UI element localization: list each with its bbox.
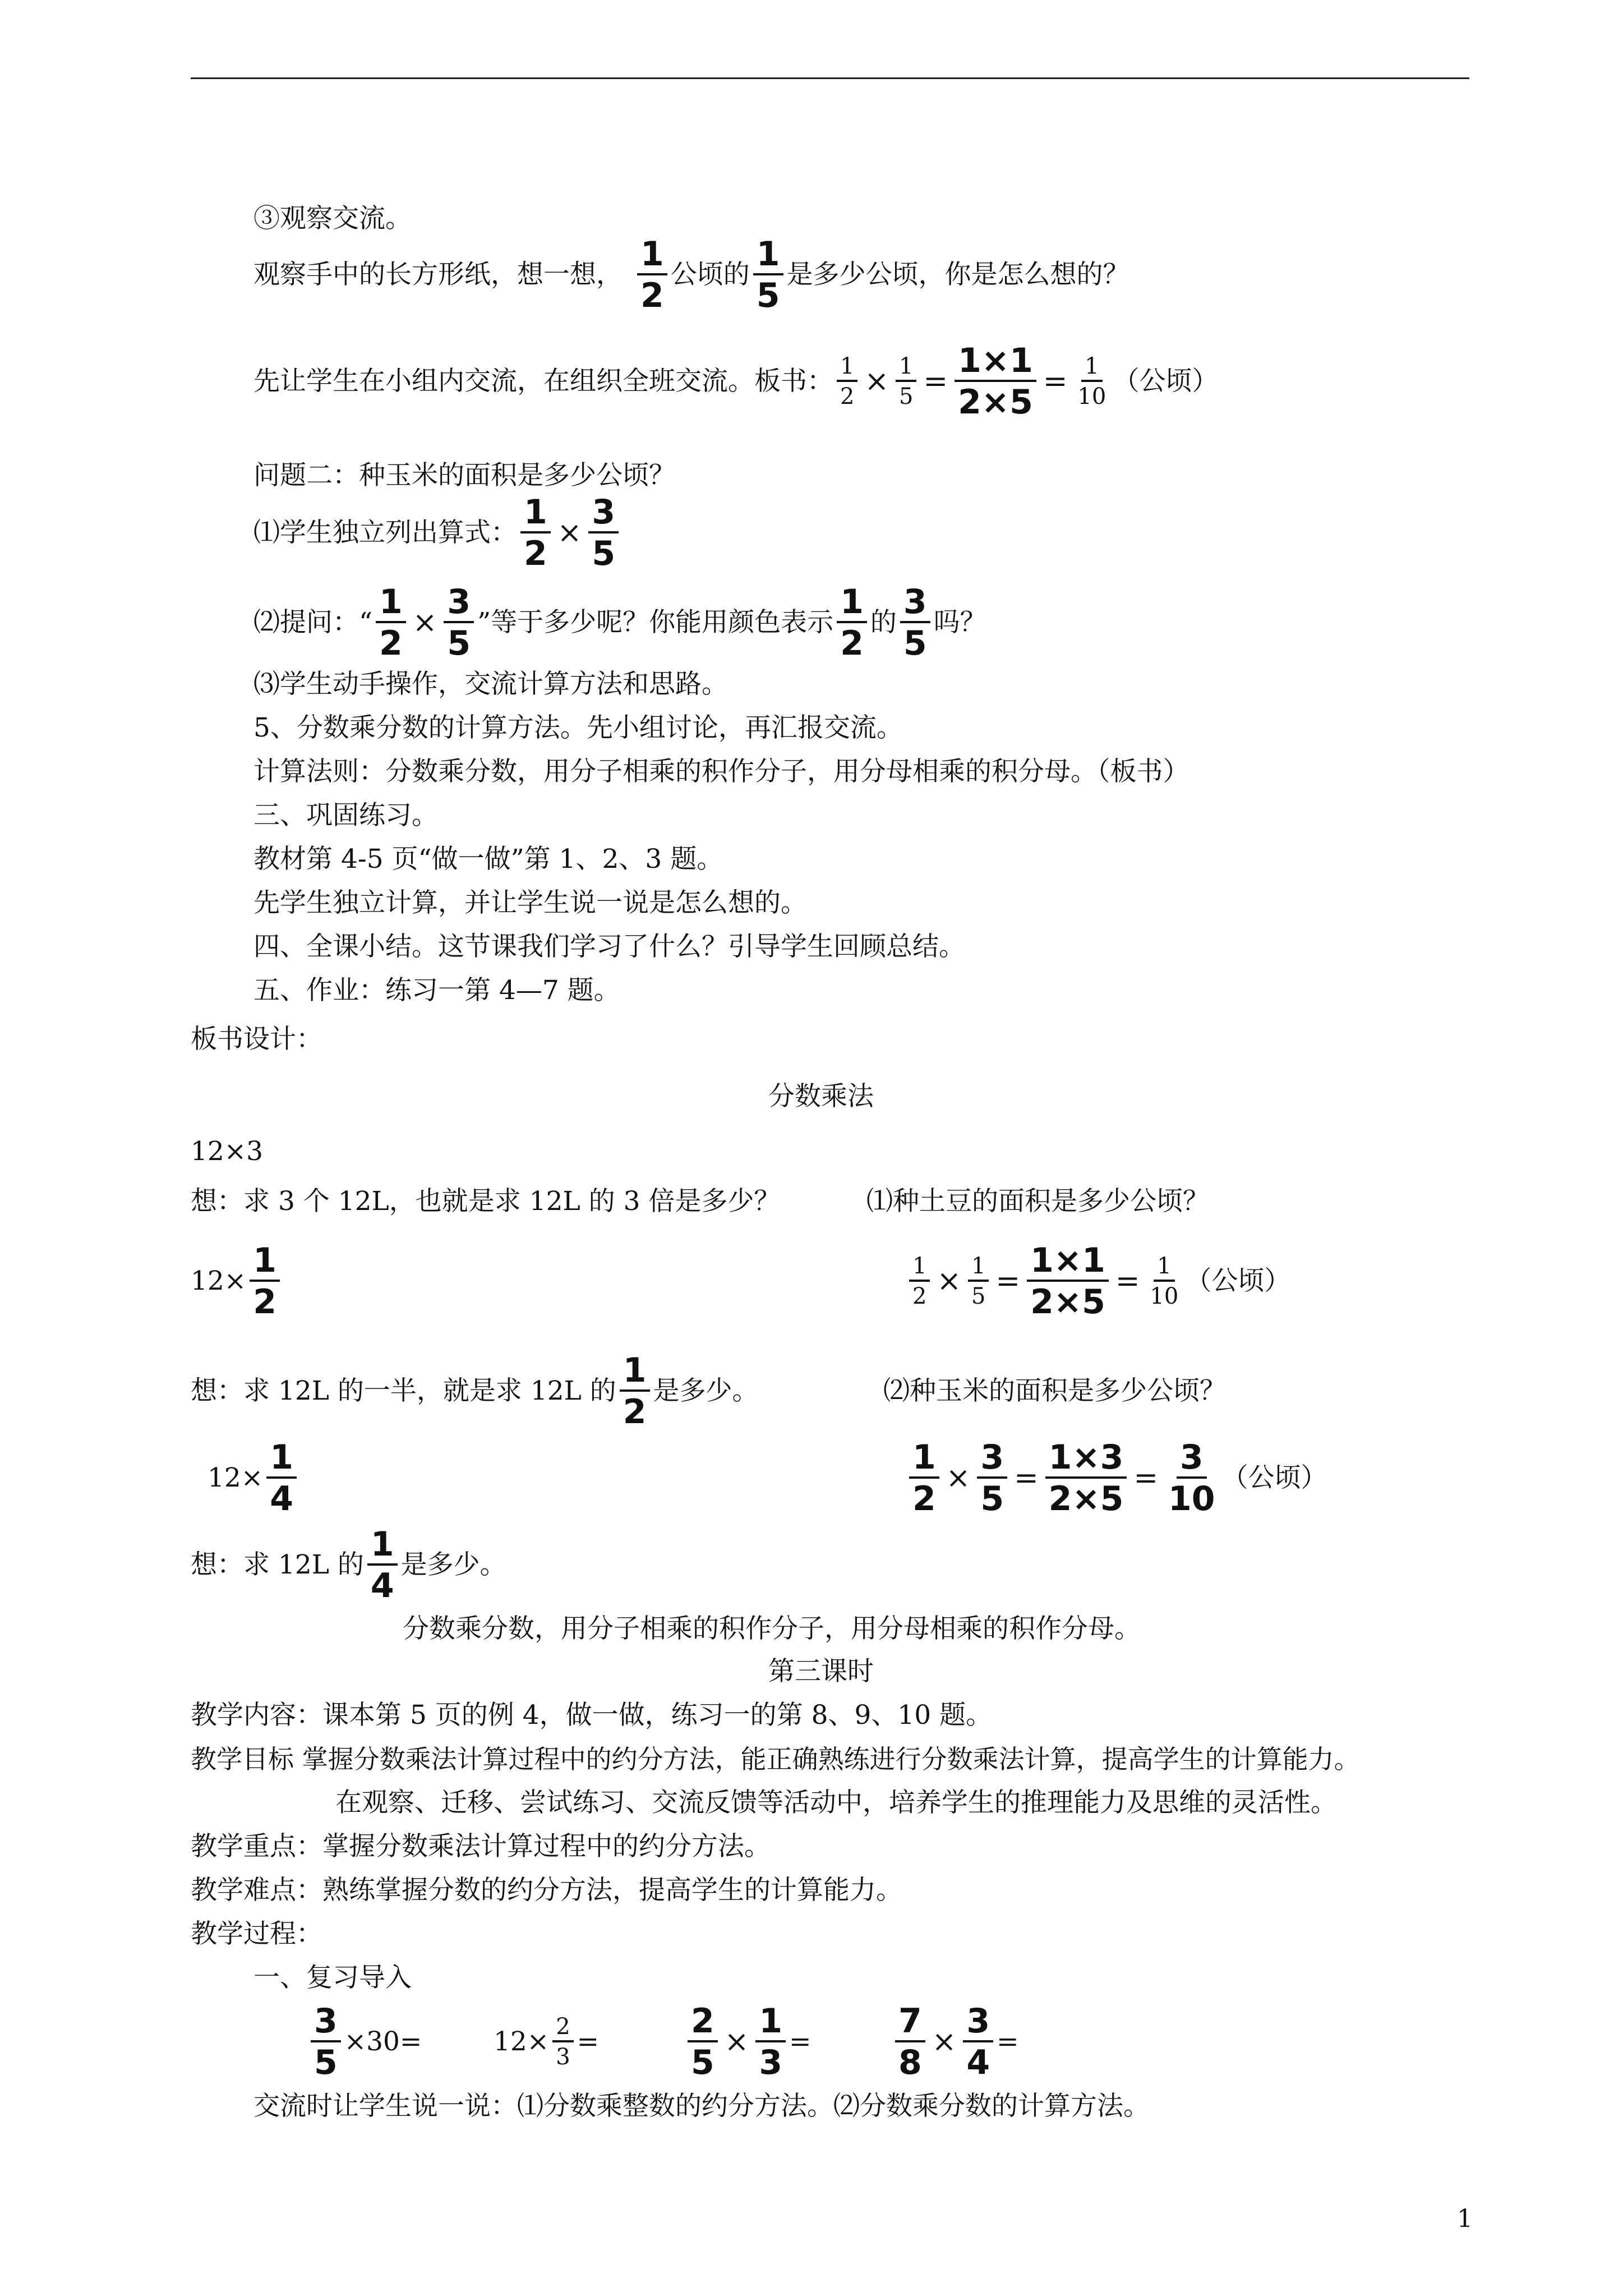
- board-line-12x3: 12×3: [191, 1136, 264, 1167]
- fraction: $\frac{1\times 1}{2\times 5}$: [955, 344, 1036, 419]
- lesson3-title: 第三课时: [768, 1656, 874, 1687]
- lesson3-review: 一、复习导入: [253, 1962, 412, 1993]
- fraction: $\frac{1}{4}$: [266, 1441, 297, 1516]
- fraction: $\frac{1}{2}$: [637, 237, 667, 312]
- line-independent: 先学生独立计算，并让学生说一说是怎么想的。: [253, 887, 807, 918]
- board-12-quarter: 12× $\frac{1}{4}$: [208, 1461, 300, 1495]
- fraction: $\frac{3}{5}$: [588, 495, 619, 570]
- board-rule: 分数乘分数，用分子相乘的积作分子，用分母相乘的积作分母。: [403, 1613, 1141, 1644]
- fraction: $\frac{1}{5}$: [968, 1255, 989, 1308]
- fraction: $\frac{1}{2}$: [520, 495, 551, 570]
- lesson3-process: 教学过程：: [191, 1918, 322, 1949]
- line-board-writing: 先让学生在小组内交流，在组织全班交流。板书： $\frac{1}{2}$ × $\frac{1}{5}$ = $\frac{1\times 1}{2\times 5}$ = $\frac{1}{10}$ （公顷）: [253, 341, 1219, 422]
- fraction: $\frac{3}{5}$: [311, 2004, 341, 2079]
- fraction: $\frac{3}{5}$: [977, 1441, 1007, 1516]
- fraction: $\frac{1\times 1}{2\times 5}$: [1027, 1244, 1109, 1319]
- fraction: $\frac{2}{3}$: [552, 2016, 573, 2068]
- fraction: $\frac{1}{2}$: [620, 1354, 650, 1429]
- fraction: $\frac{1}{2}$: [909, 1255, 930, 1308]
- fraction: $\frac{1}{3}$: [755, 2004, 786, 2079]
- page-number: 1: [1457, 2205, 1473, 2233]
- lesson3-goal: 教学目标 掌握分数乘法计算过程中的约分方法，能正确熟练进行分数乘法计算，提高学生的计算能力。: [191, 1744, 1360, 1774]
- fraction: $\frac{1}{2}$: [250, 1244, 280, 1319]
- fraction: $\frac{3}{10}$: [1168, 1438, 1215, 1519]
- fraction: $\frac{1}{10}$: [1150, 1253, 1179, 1309]
- board-corn-calc: $\frac{1}{2}$ × $\frac{3}{5}$ = $\frac{1\times 3}{2\times 5}$ = $\frac{3}{10}$ （公顷）: [906, 1461, 1327, 1495]
- fraction: $\frac{1}{4}$: [367, 1527, 398, 1603]
- fraction: $\frac{3}{5}$: [900, 585, 930, 660]
- fraction: $\frac{1}{5}$: [753, 237, 783, 312]
- line-practice: 三、巩固练习。: [253, 800, 438, 831]
- header-rule: [191, 77, 1469, 79]
- fraction: $\frac{2}{5}$: [688, 2004, 718, 2079]
- fraction: $\frac{1}{10}$: [1077, 353, 1106, 409]
- line-observe: ③观察交流。: [253, 203, 412, 234]
- line-expression: ⑴学生独立列出算式： $\frac{1}{2}$ × $\frac{3}{5}$: [253, 516, 622, 550]
- lesson3-key: 教学重点：掌握分数乘法计算过程中的约分方法。: [191, 1831, 771, 1862]
- board-think-3: 想：求 3 个 12L，也就是求 12L 的 3 倍是多少？: [191, 1186, 781, 1217]
- fraction: $\frac{1}{2}$: [376, 585, 406, 660]
- line-summary: 四、全课小结。这节课我们学习了什么？引导学生回顾总结。: [253, 931, 965, 962]
- line-observe-question: 观察手中的长方形纸，想一想， $\frac{1}{2}$ 公顷的 $\frac{1}{5}$ 是多少公顷，你是怎么想的？: [253, 234, 1129, 315]
- lesson3-difficulty: 教学难点：熟练掌握分数的约分方法，提高学生的计算能力。: [191, 1875, 902, 1906]
- line-hands-on: ⑶学生动手操作，交流计算方法和思路。: [253, 669, 728, 700]
- board-potato-question: ⑴种土豆的面积是多少公顷？: [866, 1186, 1209, 1217]
- fraction: $\frac{1\times 3}{2\times 5}$: [1045, 1441, 1127, 1516]
- board-think-half: 想：求 12L 的一半，就是求 12L 的 $\frac{1}{2}$ 是多少。: [191, 1351, 759, 1432]
- lesson3-content: 教学内容：课本第 5 页的例 4，做一做，练习一的第 8、9、10 题。: [191, 1700, 993, 1731]
- line-question-two: 问题二：种玉米的面积是多少公顷？: [253, 460, 675, 491]
- board-think-quarter: 想：求 12L 的 $\frac{1}{4}$ 是多少。: [191, 1525, 506, 1605]
- board-corn-question: ⑵种玉米的面积是多少公顷？: [883, 1375, 1226, 1406]
- board-potato-calc: $\frac{1}{2}$ × $\frac{1}{5}$ = $\frac{1\times 1}{2\times 5}$ = $\frac{1}{10}$ （公顷）: [906, 1264, 1290, 1298]
- line-textbook: 教材第 4-5 页“做一做”第 1、2、3 题。: [253, 844, 723, 875]
- fraction: $\frac{1}{2}$: [837, 585, 867, 660]
- exercise-1: $\frac{3}{5}$ ×30=: [307, 2025, 422, 2059]
- lesson3-goal-2: 在观察、迁移、尝试练习、交流反馈等活动中，培养学生的推理能力及思维的灵活性。: [335, 1787, 1337, 1818]
- fraction: $\frac{1}{2}$: [837, 355, 857, 408]
- board-heading: 板书设计：: [191, 1024, 322, 1055]
- lesson3-exchange: 交流时让学生说一说：⑴分数乘整数的约分方法。⑵分数乘分数的计算方法。: [253, 2091, 1150, 2122]
- line-rule: 计算法则：分数乘分数，用分子相乘的积作分子，用分母相乘的积分母。（板书）: [253, 756, 1189, 787]
- fraction: $\frac{1}{2}$: [909, 1441, 939, 1516]
- board-title: 分数乘法: [768, 1081, 874, 1112]
- fraction: $\frac{7}{8}$: [895, 2004, 925, 2079]
- line-homework: 五、作业：练习一第 4—7 题。: [253, 975, 620, 1006]
- fraction: $\frac{3}{4}$: [963, 2004, 993, 2079]
- line-method: 5、分数乘分数的计算方法。先小组讨论，再汇报交流。: [253, 712, 903, 743]
- exercise-2: 12× $\frac{2}{3}$ =: [494, 2014, 600, 2070]
- fraction: $\frac{3}{5}$: [444, 585, 474, 660]
- exercise-4: $\frac{7}{8}$ × $\frac{3}{4}$ =: [892, 2025, 1018, 2059]
- board-12-half: 12× $\frac{1}{2}$: [191, 1264, 283, 1298]
- exercise-3: $\frac{2}{5}$ × $\frac{1}{3}$ =: [684, 2025, 811, 2059]
- fraction: $\frac{1}{5}$: [896, 355, 916, 408]
- line-ask: ⑵提问：“ $\frac{1}{2}$ × $\frac{3}{5}$ ”等于多少呢？你能用颜色表示 $\frac{1}{2}$ 的 $\frac{3}{5}$ 吗？: [253, 582, 986, 663]
